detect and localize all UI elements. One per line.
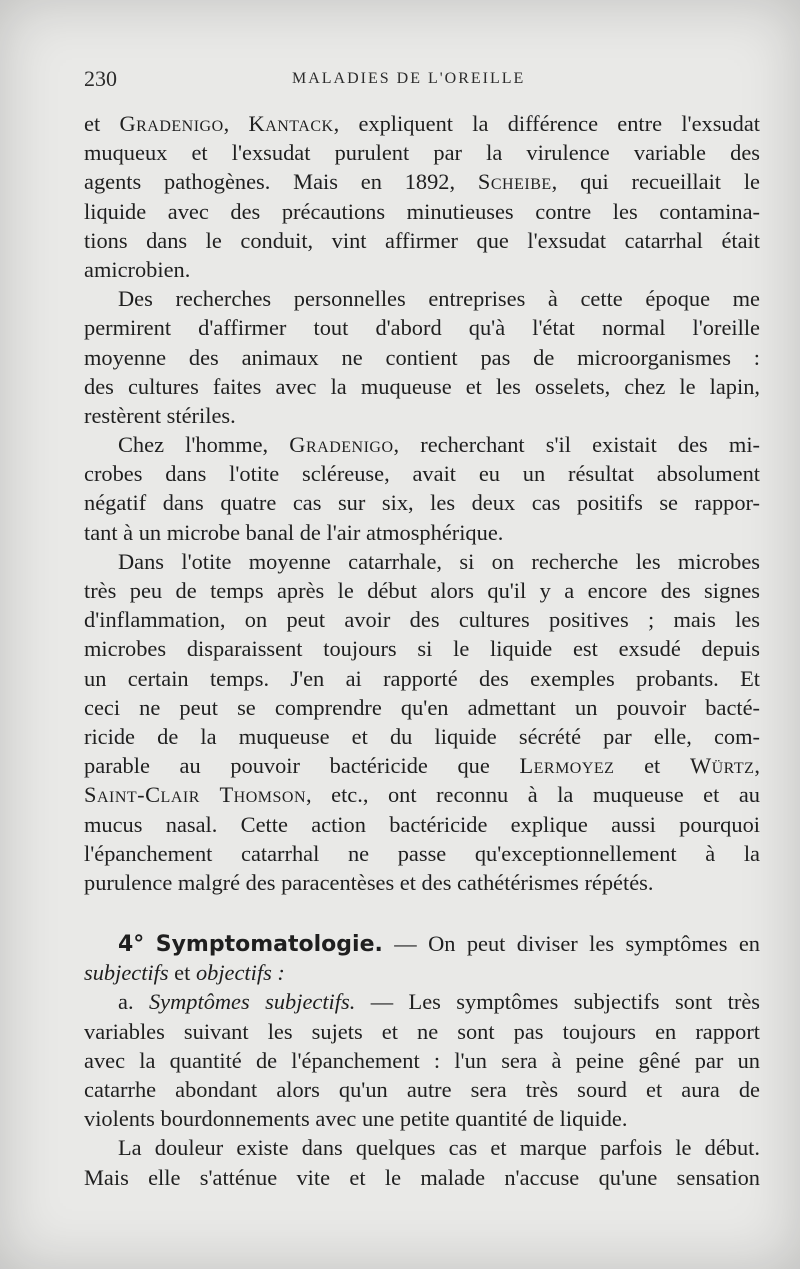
text-line: subjectifs et objectifs : [84, 960, 285, 986]
paragraph-6 [84, 1133, 760, 1191]
text-line: tant à un microbe banal de l'air atmosphérique. [84, 519, 504, 545]
author-name: Gradenigo [119, 111, 224, 136]
author-name: Saint-Clair Thomson [84, 782, 307, 808]
text-line: l'épanchement catarrhal ne passe qu'exceptionnellement à la [84, 840, 760, 866]
text-line: parable au pouvoir bactéricide que Lermoyez et Würtz, [84, 753, 760, 779]
text-line: très peu de temps après le début alors qu'il y a encore des signes [84, 578, 760, 603]
author-name: Kantack [248, 111, 334, 136]
author-name: Würtz [689, 753, 755, 779]
text-line: permirent d'affirmer tout d'abord qu'à l'état normal l'oreille [84, 315, 760, 341]
page-header [84, 66, 760, 96]
text-line: a. Symptômes subjectifs. — Les symptômes subjectifs sont très [118, 989, 761, 1015]
page-body [84, 109, 760, 1192]
text-line: Des recherches personnelles entreprises à cette époque me [118, 286, 760, 312]
section-title: Symptomatologie. [155, 932, 383, 958]
paragraph-5 [84, 987, 760, 1133]
section-number: 4° [118, 932, 145, 958]
text-line: amicrobien. [84, 256, 191, 282]
text-line: Chez l'homme, Gradenigo, recherchant s'il existait des mi- [118, 432, 760, 458]
text-line: restèrent stériles. [84, 402, 236, 428]
text-line: négatif dans quatre cas sur six, les deux cas positifs se rappor- [84, 490, 760, 516]
text-line: et Gradenigo, Kantack, expliquent la différence entre l'exsudat [84, 111, 760, 136]
running-head: MALADIES DE L'OREILLE [292, 70, 526, 87]
text-line: catarrhe abondant alors qu'un autre sera très sourd et aura de [84, 1077, 760, 1102]
paragraph-4 [84, 547, 760, 897]
text-line: purulence malgré des paracentèses et des cathétérismes répétés. [84, 869, 654, 895]
author-name: Lermoyez [519, 753, 615, 779]
text-line: microbes disparaissent toujours si le liquide est exsudé depuis [84, 636, 760, 662]
text-line: avec la quantité de l'épanchement : l'un sera à peine gêné par un [84, 1047, 760, 1073]
section-spacer [84, 897, 760, 929]
paragraph-2 [84, 284, 760, 430]
page-number: 230 [84, 66, 117, 91]
author-name: Gradenigo [289, 432, 394, 458]
text-line: violents bourdonnements avec une petite quantité de liquide. [84, 1106, 628, 1132]
text-line: mucus nasal. Cette action bactéricide explique aussi pourquoi [84, 811, 760, 837]
text-line: Saint-Clair Thomson, etc., ont reconnu à la muqueuse et au [84, 782, 760, 808]
subsection-title: Symptômes subjectifs. [148, 989, 356, 1015]
text-line: Dans l'otite moyenne catarrhale, si on recherche les microbes [118, 548, 760, 574]
text-line: ricide de la muqueuse et du liquide sécrété par elle, com- [84, 723, 760, 749]
text-line: tions dans le conduit, vint affirmer que l'exsudat catarrhal était [84, 227, 760, 253]
text-line: agents pathogènes. Mais en 1892, Scheibe, qui recueillait le [84, 169, 760, 195]
text-line: d'inflammation, on peut avoir des cultures positives ; mais les [84, 607, 760, 633]
text-line: un certain temps. J'en ai rapporté des exemples probants. Et [84, 665, 760, 691]
text-line: Mais elle s'atténue vite et le malade n'accuse qu'une sensation [84, 1164, 760, 1190]
text-line: La douleur existe dans quelques cas et marque parfois le début. [118, 1135, 760, 1161]
author-name: Scheibe [477, 169, 552, 195]
section-heading [84, 929, 760, 987]
paragraph-1 [84, 109, 760, 284]
text-line: moyenne des animaux ne contient pas de microorganismes : [84, 344, 760, 370]
paragraph-3 [84, 430, 760, 547]
text-line: des cultures faites avec la muqueuse et les osselets, chez le lapin, [84, 373, 760, 399]
text-line: crobes dans l'otite scléreuse, avait eu un résultat absolument [84, 461, 760, 487]
text-line: variables suivant les sujets et ne sont pas toujours en rapport [84, 1018, 760, 1044]
text-line: liquide avec des précautions minutieuses contre les contamina- [84, 198, 760, 224]
text-line: muqueux et l'exsudat purulent par la virulence variable des [84, 140, 760, 166]
text-line: 4° Symptomatologie. — On peut diviser les symptômes en [118, 931, 760, 958]
text-line: ceci ne peut se comprendre qu'en admettant un pouvoir bacté- [84, 694, 760, 720]
